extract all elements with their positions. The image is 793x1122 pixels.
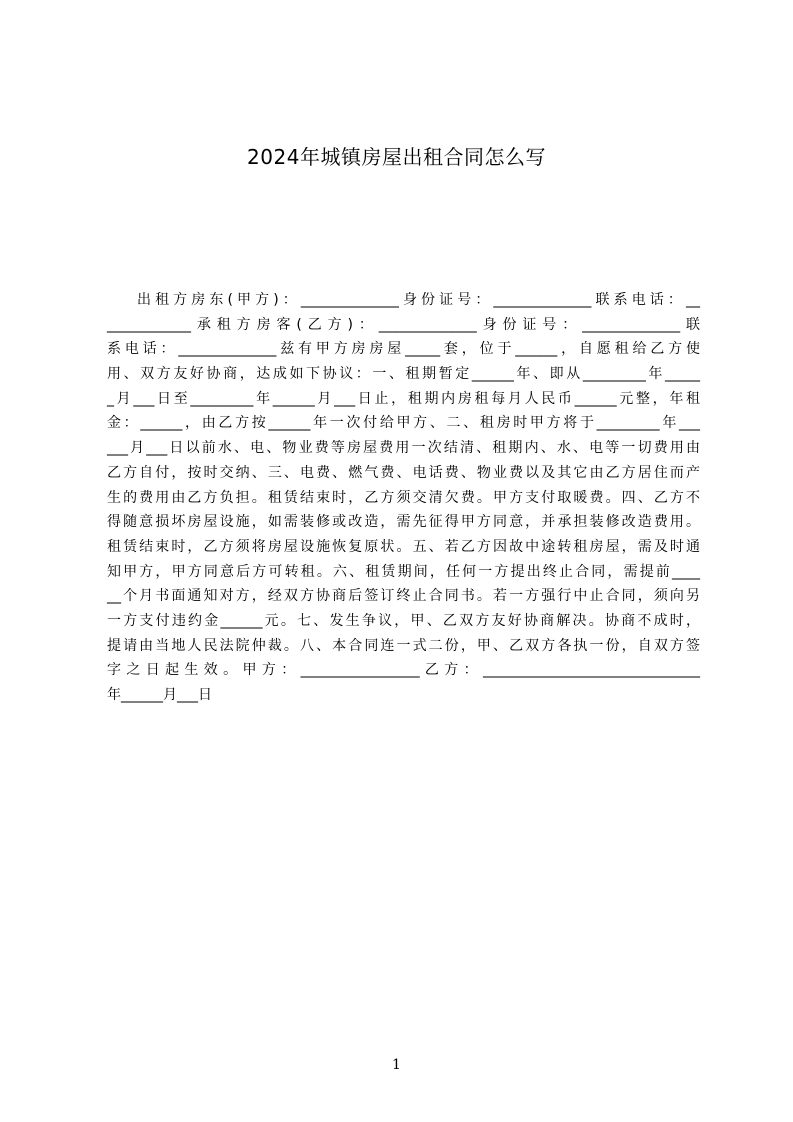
body-line: 生的费用由乙方负担。租赁结束时，乙方须交清欠费。甲方支付取暖费。四、乙方不 <box>107 489 700 506</box>
body-line: 得随意损坏房屋设施，如需装修或改造，需先征得甲方同意，并承担装修改造费用。 <box>107 514 700 531</box>
body-line: 乙方自付，按时交纳、三、电费、燃气费、电话费、物业费以及其它由乙方居住而产 <box>107 464 700 481</box>
body-line: 一方支付违约金______元。七、发生争议，甲、乙双方友好协商解决。协商不成时， <box>107 612 700 629</box>
document-title: 2024年城镇房屋出租合同怎么写 <box>247 145 546 169</box>
body-line: ___月___日以前水、电、物业费等房屋费用一次结清、租期内、水、电等一切费用由 <box>107 440 700 457</box>
body-line: 知甲方，甲方同意后方可转租。六、租赁期间，任何一方提出终止合同，需提前____ <box>107 563 700 580</box>
body-line: 用、双方友好协商，达成如下协议：一、租期暂定______年、即从_________年_____ <box>107 366 700 383</box>
body-line: 金：______，由乙方按______年一次付给甲方、二、租房时甲方将于_________年___ <box>107 415 700 432</box>
body-line-date: 年______月___日 <box>107 687 212 703</box>
body-line: 字之日起生效。甲方：_________________乙方：_______________________________ <box>107 662 700 679</box>
body-line: 出租方房东(甲方)：______________身份证号：______________联系电话：__ <box>137 292 700 308</box>
body-line: ____________承租方房客(乙方)：______________身份证号：______________联 <box>107 316 700 333</box>
body-line: 提请由当地人民法院仲裁。八、本合同连一式二份，甲、乙双方各执一份，自双方签 <box>107 637 700 654</box>
contract-body <box>107 288 700 708</box>
body-line: 租赁结束时，乙方须将房屋设施恢复原状。五、若乙方因故中途转租房屋，需及时通 <box>107 538 700 555</box>
page-number: 1 <box>392 1057 401 1073</box>
body-line: 系电话：______________兹有甲方房房屋_____套，位于______，自愿租给乙方使 <box>107 341 700 358</box>
body-line: _月___日至_________年______月___日止，租期内房租每月人民币______元整，年租 <box>107 390 700 407</box>
body-line: __个月书面通知对方，经双方协商后签订终止合同书。若一方强行中止合同，须向另 <box>107 588 700 605</box>
